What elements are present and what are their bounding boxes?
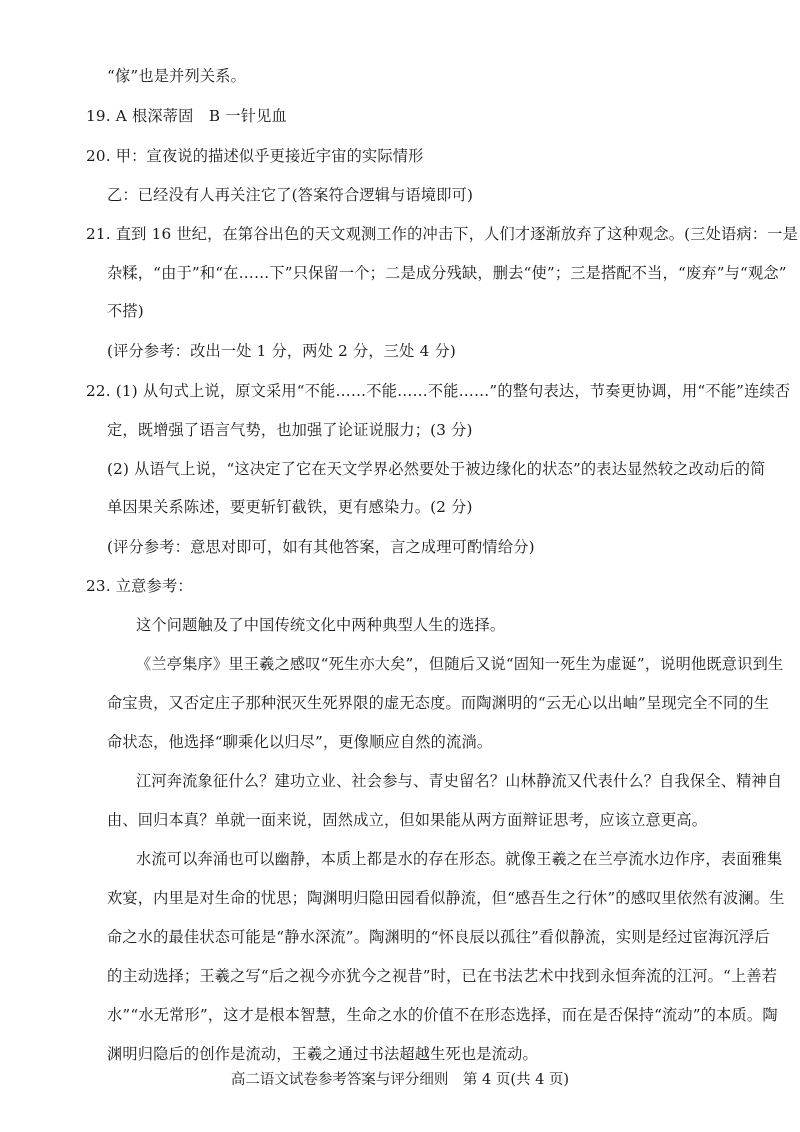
essay-paragraph-4: 水流可以奔涌也可以幽静，本质上都是水的存在形态。就像王羲之在兰亭流水边作序，表面雅集 <box>136 850 783 868</box>
text-line: 命状态，他选择“聊乘化以归尽”，更像顺应自然的流淌。 <box>107 733 493 751</box>
text-line: “傢”也是并列关系。 <box>107 67 247 85</box>
text-line: 命之水的最佳状态可能是“静水深流”。陶渊明的“怀良辰以孤往”看似静流，实则是经过宦海沉浮后 <box>107 928 770 946</box>
text-line: 单因果关系陈述，要更斩钉截铁，更有感染力。(2 分) <box>107 498 473 516</box>
text-line: 定，既增强了语言气势，也加强了论证说服力；(3 分) <box>107 421 473 439</box>
answer-22-2: (2) 从语气上说，“这决定了它在天文学界必然要处于被边缘化的状态”的表达显然较之改动后的简 <box>107 460 766 478</box>
answer-21: 21. 直到 16 世纪，在第谷出色的天文观测工作的冲击下，人们才逐渐放弃了这种观念。(三处语病：一是 <box>86 225 798 243</box>
answer-20-b: 乙：已经没有人再关注它了(答案符合逻辑与语境即可) <box>107 186 474 204</box>
text-line: 不搭) <box>107 302 144 320</box>
essay-paragraph-3: 江河奔流象征什么？建功立业、社会参与、青史留名？山林静流又代表什么？自我保全、精神自 <box>136 772 783 790</box>
text-line: 由、回归本真？单就一面来说，固然成立，但如果能从两方面辩证思考，应该立意更高。 <box>107 811 708 829</box>
text-line: 杂糅，“由于”和“在……下”只保留一个；二是成分残缺，删去“使”；三是搭配不当，“废弃”与“观念” <box>107 264 787 282</box>
answer-23-heading: 23. 立意参考： <box>86 577 193 595</box>
scoring-note-22: (评分参考：意思对即可，如有其他答案，言之成理可酌情给分) <box>107 538 535 556</box>
text-line: 欢宴，内里是对生命的忧思；陶渊明归隐田园看似静流，但“感吾生之行休”的感叹里依然有波澜。生 <box>107 889 785 907</box>
answer-19: 19. A 根深蒂固 B 一针见血 <box>86 107 287 125</box>
essay-paragraph-1: 这个问题触及了中国传统文化中两种典型人生的选择。 <box>136 616 506 634</box>
answer-20-a: 20. 甲：宣夜说的描述似乎更接近宇宙的实际情形 <box>86 147 424 165</box>
text-line: 水”“水无常形”，这才是根本智慧，生命之水的价值不在形态选择，而在是否保持“流动”的本质。陶 <box>107 1006 778 1024</box>
essay-paragraph-2: 《兰亭集序》里王羲之感叹“死生亦大矣”，但随后又说“固知一死生为虚诞”，说明他既意识到生 <box>136 655 784 673</box>
page-footer: 高二语文试卷参考答案与评分细则 第 4 页(共 4 页) <box>230 1072 570 1088</box>
text-line: 的主动选择；王羲之写“后之视今亦犹今之视昔”时，已在书法艺术中找到永恒奔流的江河。“上善若 <box>107 967 778 985</box>
text-line: 命宝贵，又否定庄子那种泯灭生死界限的虚无态度。而陶渊明的“云无心以出岫”呈现完全不同的生 <box>107 694 770 712</box>
text-line: 渊明归隐后的创作是流动，王羲之通过书法超越生死也是流动。 <box>107 1045 538 1063</box>
answer-22-1: 22. (1) 从句式上说，原文采用“不能……不能……不能……”的整句表达，节奏更协调，用“不能”连续否 <box>86 382 791 400</box>
scoring-note-21: (评分参考：改出一处 1 分，两处 2 分，三处 4 分) <box>107 342 456 360</box>
